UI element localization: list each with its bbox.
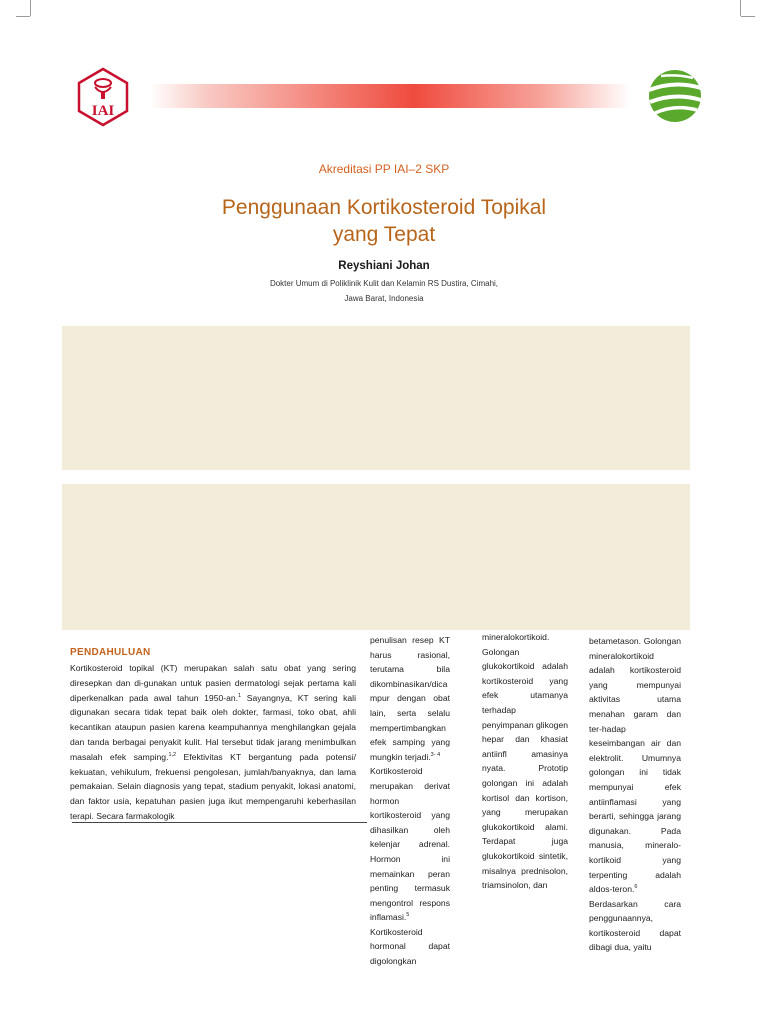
header-band: [150, 84, 630, 108]
affiliation-line: Dokter Umum di Poliklinik Kulit dan Kelamin RS Dustira, Cimahi,: [269, 279, 499, 288]
text-column-4: [589, 634, 681, 955]
crop-mark: [740, 0, 741, 16]
iai-logo-text: IAI: [91, 103, 115, 119]
citation: 3- 4: [430, 751, 441, 758]
title-line: yang Tepat: [332, 223, 436, 246]
abstract-box-english: [62, 484, 690, 630]
divider: [72, 822, 367, 823]
body-text: Sayangnya, KT sering kali digunakan secara tidak tepat baik oleh dokter, farmasi, toko obat, ahli kecantikan ataupun pasien karena keampuhannya menghilangkan gejala dan tanda berbagai penyakit kulit. Hal tersebut tidak jarang menimbulkan masalah efek samping.: [70, 692, 356, 762]
text-column-2: [370, 633, 450, 969]
author-name: Reyshiani Johan: [338, 260, 430, 272]
body-text: Kortikosteroid hormonal dapat digolongkan: [370, 926, 450, 967]
title-line: Penggunaan Kortikosteroid Topikal: [221, 196, 547, 219]
section-heading: PENDAHULUAN: [70, 647, 151, 658]
citation: 1,2: [168, 751, 177, 758]
body-text: Berdasarkan cara penggunaannya, kortikosteroid dapat dibagi dua, yaitu: [589, 898, 681, 953]
body-text: Kortikosteroid topikal (KT) merupakan salah satu obat yang sering diresepkan dan di-gunakan untuk pasien dermatologi sejak pertama kali diperkenalkan pada awal tahun 1950-an.: [70, 663, 356, 703]
crop-mark: [16, 16, 30, 17]
affiliation-line: Jawa Barat, Indonesia: [344, 294, 424, 303]
body-text: penulisan resep KT harus rasional, terutama bila dikombinasikan/dica mpur dengan obat lain, serta selalu mempertimbangkan efek samping yang mungkin terjadi.: [370, 635, 450, 762]
abstract-box: [62, 326, 690, 470]
body-text: Kortikosteroid merupakan derivat hormon kortikosteroid yang dihasilkan oleh kelenjar adrenal. Hormon ini memainkan peran penting termasuk mengontrol respons inflamasi.: [370, 766, 450, 923]
body-text: mineralokortikoid. Golongan glukokortikoid adalah kortikosteroid yang efek utamanya terhadap penyimpanan glikogen hepar dan khasiat antiinfl amasinya nyata. Prototip golongan ini adalah kortisol dan kortison, yang merupakan glukokortikoid alami. Terdapat juga glukokortikoid sintetik, misalnya prednisolon, triamsinolon, dan: [482, 632, 569, 891]
citation: 6: [634, 884, 638, 891]
crop-mark: [741, 16, 755, 17]
iai-logo-icon: [76, 67, 130, 127]
citation: 5: [406, 912, 410, 919]
citation: 1: [238, 692, 242, 699]
crop-mark: [30, 0, 31, 16]
green-globe-icon: [647, 68, 703, 124]
accreditation-label: Akreditasi PP IAI–2 SKP: [318, 162, 450, 176]
text-column-3: [482, 630, 568, 893]
intro-paragraph: [70, 661, 356, 824]
article-title: [120, 194, 648, 248]
author-affiliation: [200, 276, 568, 306]
body-text: Efektivitas KT bergantung pada potensi/ kekuatan, vehikulum, frekuensi pengolesan, jumlah/banyaknya, dan lama pemakaian. Selain diagnosis yang tepat, stadium penyakit, lokasi anatomi, dan faktor usia, kepatuhan pasien juga ikut mempengaruhi keberhasilan terapi. Secara farmakologik: [70, 751, 356, 821]
body-text: betametason. Golongan mineralokortikoid adalah kortikosteroid yang mempunyai aktivitas utama menahan garam dan ter-hadap keseimbangan air dan elektrolit. Umumnya golongan ini tidak mempunyai efek antiinflamasi yang berarti, sehingga jarang digunakan. Pada manusia, mineralo-kortikoid yang terpenting adalah aldos-teron.: [589, 636, 681, 895]
